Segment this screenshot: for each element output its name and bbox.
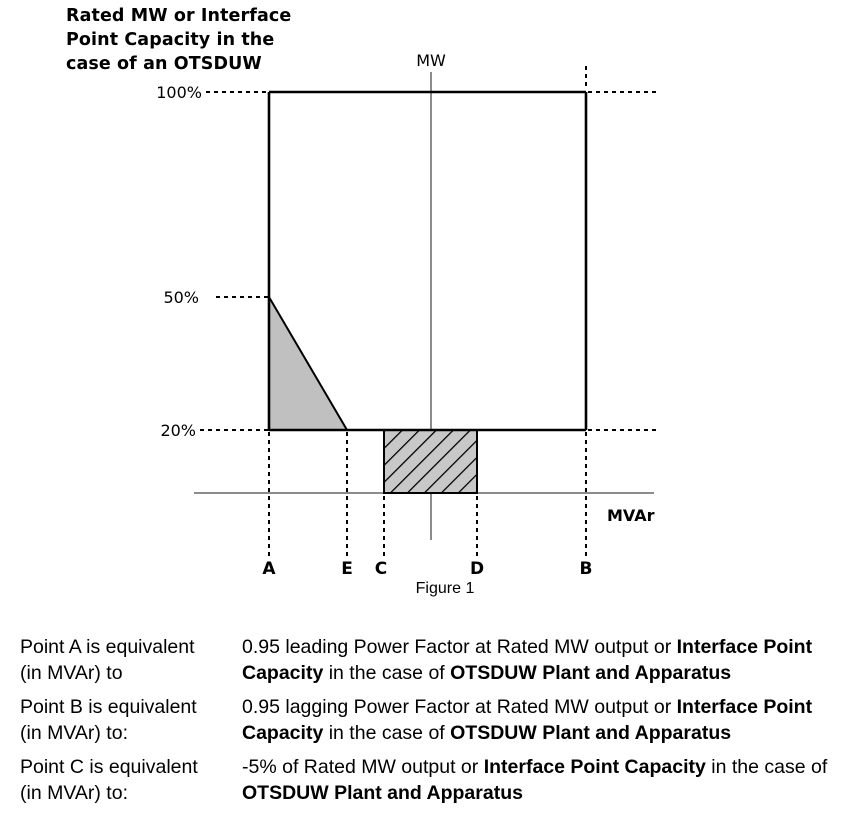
desc-term: Interface Point Capacity: [242, 636, 813, 684]
definition-description: [242, 634, 866, 686]
hatched-region: [384, 430, 477, 493]
point-c-label: C: [374, 559, 388, 579]
definition-term-line: (in MVAr) to:: [20, 722, 128, 744]
definition-term-line: (in MVAr) to:: [20, 782, 128, 804]
y-axis-title-line: case of an OTSDUW: [66, 54, 262, 74]
point-d-label: D: [469, 559, 485, 579]
y-axis-title-line: Point Capacity in the: [66, 30, 275, 50]
desc-term: OTSDUW Plant and Apparatus: [242, 782, 523, 804]
definition-term: [20, 634, 242, 686]
tick-20: 20%: [160, 421, 196, 440]
definition-term-line: Point C is equivalent: [20, 756, 198, 778]
point-a-label: A: [262, 559, 276, 579]
definition-description: [242, 754, 866, 806]
tick-50: 50%: [163, 288, 199, 307]
y-axis-title-line: Rated MW or Interface: [66, 6, 292, 26]
desc-term: OTSDUW Plant and Apparatus: [450, 722, 732, 744]
point-e-label: E: [341, 559, 353, 579]
definition-term: [20, 754, 242, 806]
point-b-label: B: [579, 559, 593, 579]
desc-text: in the case of: [323, 722, 451, 744]
desc-text: 0.95 lagging Power Factor at Rated MW output or: [242, 696, 677, 718]
desc-text: in the case of: [323, 662, 451, 684]
definition-row: [20, 694, 866, 746]
definition-row: [20, 634, 866, 686]
mvar-axis-label: MVAr: [607, 506, 655, 525]
definition-term: [20, 694, 242, 746]
tick-100: 100%: [156, 83, 202, 102]
definition-description: [242, 694, 866, 746]
desc-term: Interface Point Capacity: [242, 696, 813, 744]
desc-text: -5% of Rated MW output or: [242, 756, 484, 778]
mw-axis-label: MW: [416, 51, 446, 70]
point-definitions: [20, 634, 866, 814]
definition-row: [20, 754, 866, 806]
figure-caption: Figure 1: [415, 580, 475, 597]
desc-text: 0.95 leading Power Factor at Rated MW output or: [242, 636, 677, 658]
desc-text: in the case of: [705, 756, 828, 778]
leading-region: [269, 297, 347, 430]
definition-term-line: (in MVAr) to: [20, 662, 123, 684]
desc-term: Interface Point Capacity: [483, 756, 706, 778]
definition-term-line: Point B is equivalent: [20, 696, 197, 718]
definition-term-line: Point A is equivalent: [20, 636, 195, 658]
desc-term: OTSDUW Plant and Apparatus: [450, 662, 732, 684]
